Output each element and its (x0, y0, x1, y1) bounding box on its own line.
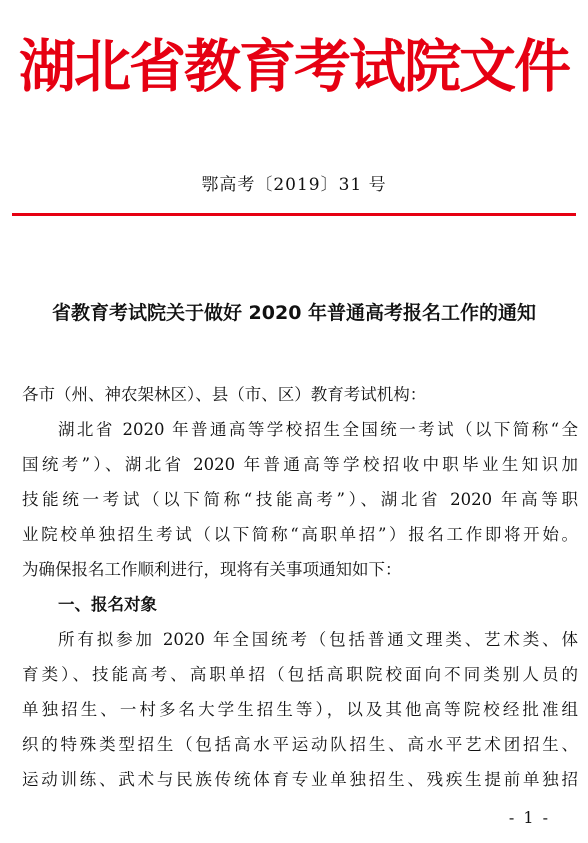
body-line: 湖北省 2020 年普通高等学校招生全国统一考试（以下简称“全 (58, 420, 578, 439)
notice-title: 省教育考试院关于做好 2020 年普通高考报名工作的通知 (51, 302, 537, 324)
body-line: 国统考”）、湖北省 2020 年普通高等学校招收中职毕业生知识加 (22, 455, 578, 474)
body-line: 所有拟参加 2020 年全国统考（包括普通文理类、艺术类、体 (58, 630, 578, 649)
body-line: 单独招生、一村多名大学生招生等），以及其他高等院校经批准组 (22, 700, 578, 719)
body-line: 运动训练、武术与民族传统体育专业单独招生、残疾生提前单独招 (22, 770, 578, 789)
document-number: 鄂高考〔2019〕31 号 (201, 175, 387, 195)
salutation-line: 各市（州、神农架林区）、县（市、区）教育考试机构： (22, 385, 427, 404)
red-separator-rule (12, 213, 576, 216)
body-line: 育类）、技能高考、高职单招（包括高职院校面向不同类别人员的 (22, 665, 578, 684)
body-line: 技能统一考试（以下简称“技能高考”）、湖北省 2020 年高等职 (22, 490, 578, 509)
issuing-authority-header: 湖北省教育考试院文件 (19, 34, 569, 100)
body-line: 业院校单独招生考试（以下简称“高职单招”）报名工作即将开始。 (22, 525, 578, 544)
notice-body (22, 377, 578, 797)
page-number: - 1 - (508, 808, 550, 827)
body-line: 为确保报名工作顺利进行，现将有关事项通知如下： (22, 560, 402, 579)
section-heading: 一、报名对象 (58, 595, 157, 614)
body-line: 织的特殊类型招生（包括高水平运动队招生、高水平艺术团招生、 (22, 735, 578, 754)
